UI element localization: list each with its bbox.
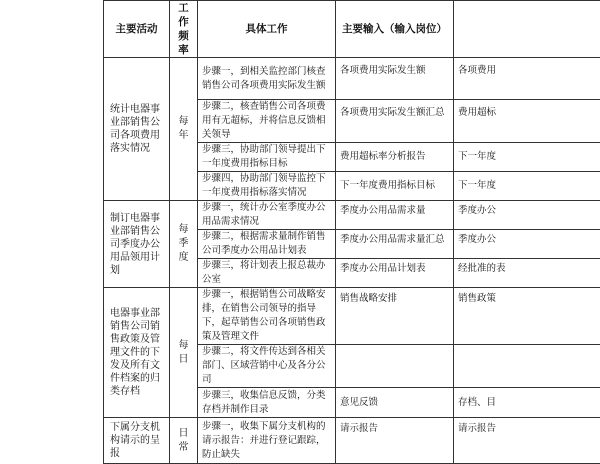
activity-cell: 电器事业部销售公司销售政策及管理文件的下发及所有文件档案的归类存档 bbox=[104, 288, 170, 418]
table-row bbox=[104, 58, 600, 100]
activity-cell: 制订电器事业部销售公司季度办公用品领用计划 bbox=[104, 201, 170, 288]
work-process-table bbox=[103, 0, 600, 464]
output-cell: 请示报告 bbox=[454, 418, 600, 464]
header-output bbox=[454, 1, 600, 58]
input-cell bbox=[336, 345, 454, 388]
table-row bbox=[104, 288, 600, 345]
output-cell: 下一年度 bbox=[454, 172, 600, 201]
input-cell: 季度办公用品计划表 bbox=[336, 259, 454, 288]
work-cell: 步骤二，将文件传达到各相关部门、区域营销中心及各分公司 bbox=[198, 345, 336, 388]
frequency-cell: 每日 bbox=[170, 288, 198, 418]
work-cell: 步骤二，核查销售公司各项费用有无超标，并将信息反馈相关领导 bbox=[198, 100, 336, 143]
work-cell: 步骤三，将计划表上报总裁办公室 bbox=[198, 259, 336, 288]
input-cell: 请示报告 bbox=[336, 418, 454, 464]
input-cell: 各项费用实际发生额 bbox=[336, 58, 454, 100]
output-cell: 存档、目 bbox=[454, 388, 600, 418]
header-main-activity: 主要活动 bbox=[104, 1, 170, 58]
input-cell: 费用超标率分析报告 bbox=[336, 143, 454, 172]
work-cell: 步骤一，根据销售公司战略安排，在销售公司领导的指导下，起草销售公司各项销售政策及管理文件 bbox=[198, 288, 336, 345]
header-frequency: 工作频率 bbox=[170, 1, 198, 58]
activity-cell: 下属分支机构请示的呈报 bbox=[104, 418, 170, 464]
header-specific-work: 具体工作 bbox=[198, 1, 336, 58]
output-cell: 季度办公 bbox=[454, 201, 600, 230]
output-cell: 销售政策 bbox=[454, 288, 600, 345]
table-row bbox=[104, 418, 600, 464]
frequency-cell: 每 季 度 bbox=[170, 201, 198, 288]
output-cell: 各项费用 bbox=[454, 58, 600, 100]
output-cell: 经批准的表 bbox=[454, 259, 600, 288]
frequency-cell: 日常 bbox=[170, 418, 198, 464]
input-cell: 各项费用实际发生额汇总 bbox=[336, 100, 454, 143]
input-cell: 意见反馈 bbox=[336, 388, 454, 418]
input-cell: 下一年度费用指标目标 bbox=[336, 172, 454, 201]
output-cell: 费用超标 bbox=[454, 100, 600, 143]
header-main-input: 主要输入（输入岗位） bbox=[336, 1, 454, 58]
work-cell: 步骤三，协助部门领导提出下一年度费用指标目标 bbox=[198, 143, 336, 172]
input-cell: 季度办公用品需求量汇总 bbox=[336, 230, 454, 259]
activity-cell: 统计电器事业部销售公司各项费用落实情况 bbox=[104, 58, 170, 201]
work-cell: 步骤一，统计办公室季度办公用品需求情况 bbox=[198, 201, 336, 230]
work-cell: 步骤一，到相关监控部门核查销售公司各项费用实际发生额 bbox=[198, 58, 336, 100]
output-cell bbox=[454, 345, 600, 388]
table-row bbox=[104, 201, 600, 230]
output-cell: 季度办公 bbox=[454, 230, 600, 259]
input-cell: 销售战略安排 bbox=[336, 288, 454, 345]
input-cell: 季度办公用品需求量 bbox=[336, 201, 454, 230]
output-cell: 下一年度 bbox=[454, 143, 600, 172]
work-cell: 步骤一，收集下属分支机构的请示报告：并进行登记跟踪，防止缺失 bbox=[198, 418, 336, 464]
work-cell: 步骤三，收集信息反馈，分类存档并制作目录 bbox=[198, 388, 336, 418]
frequency-cell: 每年 bbox=[170, 58, 198, 201]
work-cell: 步骤四，协助部门领导监控下一年度费用指标落实情况 bbox=[198, 172, 336, 201]
work-cell: 步骤二，根据需求量制作销售公司季度办公用品计划表 bbox=[198, 230, 336, 259]
